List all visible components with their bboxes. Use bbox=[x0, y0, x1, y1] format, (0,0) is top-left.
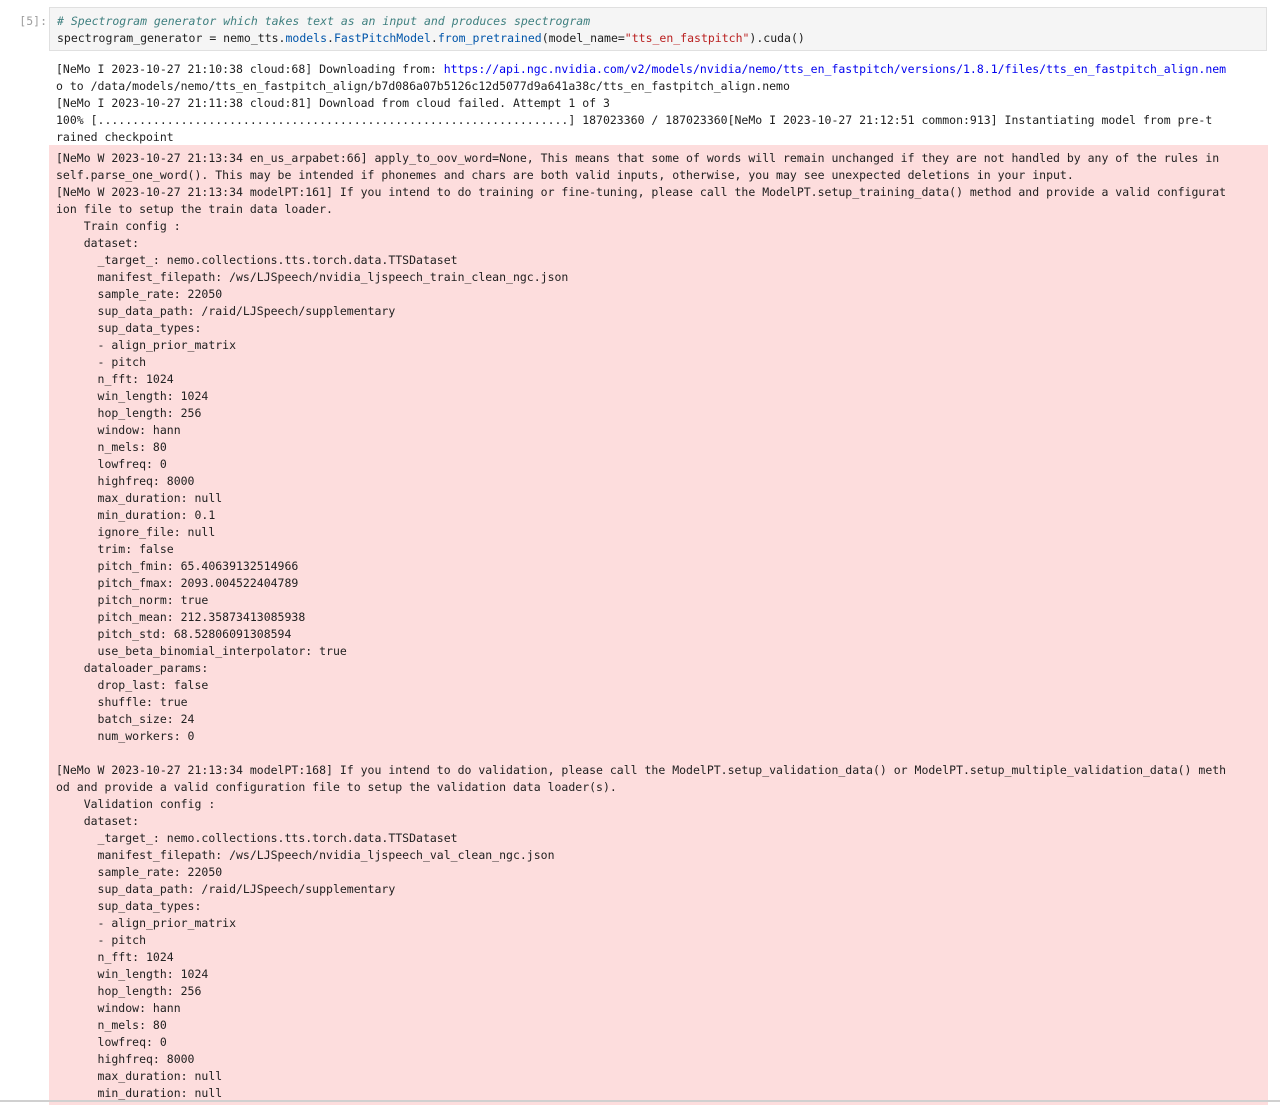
stderr-line: - pitch bbox=[56, 355, 147, 369]
stderr-line: trim: false bbox=[56, 542, 174, 556]
output-progress-line: 100% [....................................................................] 187023360 / 187023360[NeMo I 2023-10-27 21:12:51 common:913] Instantiating model from pre-t bbox=[56, 113, 1213, 127]
code-var: spectrogram_generator = nemo_tts. bbox=[57, 31, 286, 45]
stderr-line: n_fft: 1024 bbox=[56, 950, 174, 964]
stderr-line: min_duration: 0.1 bbox=[56, 508, 216, 522]
stderr-line: highfreq: 8000 bbox=[56, 474, 195, 488]
code-string: "tts_en_fastpitch" bbox=[624, 31, 750, 45]
stderr-line: n_mels: 80 bbox=[56, 440, 167, 454]
stderr-line: hop_length: 256 bbox=[56, 984, 202, 998]
stderr-line: sup_data_types: bbox=[56, 899, 202, 913]
stderr-line: manifest_filepath: /ws/LJSpeech/nvidia_ljspeech_val_clean_ngc.json bbox=[56, 848, 555, 862]
stderr-line: pitch_mean: 212.35873413085938 bbox=[56, 610, 306, 624]
stderr-line: use_beta_binomial_interpolator: true bbox=[56, 644, 347, 658]
code-comment: # Spectrogram generator which takes text as an input and produces spectrogram bbox=[57, 14, 591, 28]
download-url-link[interactable]: https://api.ngc.nvidia.com/v2/models/nvidia/nemo/tts_en_fastpitch/versions/1.8.1/files/tts_en_fastpitch_align.nem bbox=[443, 62, 1227, 76]
code-open: (model_name= bbox=[541, 31, 625, 45]
stderr-line: Validation config : bbox=[56, 797, 216, 811]
stderr-line: hop_length: 256 bbox=[56, 406, 202, 420]
cell-output-stdout bbox=[56, 61, 1268, 146]
stderr-line: num_workers: 0 bbox=[56, 729, 195, 743]
stderr-line: window: hann bbox=[56, 423, 181, 437]
stderr-line: sample_rate: 22050 bbox=[56, 865, 223, 879]
cell-output-stderr bbox=[49, 145, 1268, 1105]
stderr-line: sample_rate: 22050 bbox=[56, 287, 223, 301]
output-line: rained checkpoint bbox=[56, 130, 174, 144]
stderr-line: pitch_std: 68.52806091308594 bbox=[56, 627, 292, 641]
stderr-line: [NeMo W 2023-10-27 21:13:34 en_us_arpabet:66] apply_to_oov_word=None, This means that some of words will remain unchanged if they are not handled by any of the rules in bbox=[56, 151, 1220, 165]
stderr-line: dataset: bbox=[56, 236, 140, 250]
stderr-line: - align_prior_matrix bbox=[56, 338, 237, 352]
stderr-line: [NeMo W 2023-10-27 21:13:34 modelPT:161] If you intend to do training or fine-tuning, please call the ModelPT.setup_training_data() method and provide a valid configurat bbox=[56, 185, 1227, 199]
stderr-line: shuffle: true bbox=[56, 695, 188, 709]
stderr-line: batch_size: 24 bbox=[56, 712, 195, 726]
output-line: [NeMo I 2023-10-27 21:10:38 cloud:68] Downloading from: bbox=[56, 62, 444, 76]
output-line: o to /data/models/nemo/tts_en_fastpitch_align/b7d086a07b5126c12d5077d9a641a38c/tts_en_fastpitch_align.nemo bbox=[56, 79, 790, 93]
stderr-line: dataloader_params: bbox=[56, 661, 209, 675]
code-models: models bbox=[285, 31, 328, 45]
stderr-line: _target_: nemo.collections.tts.torch.data.TTSDataset bbox=[56, 253, 458, 267]
stderr-line: win_length: 1024 bbox=[56, 967, 209, 981]
stderr-line: pitch_fmin: 65.40639132514966 bbox=[56, 559, 299, 573]
stderr-line: self.parse_one_word(). This may be intended if phonemes and chars are both valid inputs, otherwise, you may see unexpected deletions in your input. bbox=[56, 168, 1074, 182]
stderr-line: _target_: nemo.collections.tts.torch.data.TTSDataset bbox=[56, 831, 458, 845]
stderr-line: max_duration: null bbox=[56, 1069, 223, 1083]
stderr-line: [NeMo W 2023-10-27 21:13:34 modelPT:168] If you intend to do validation, please call the ModelPT.setup_validation_data() or ModelPT.setup_multiple_validation_data() meth bbox=[56, 763, 1227, 777]
stderr-line: pitch_norm: true bbox=[56, 593, 209, 607]
output-line: [NeMo I 2023-10-27 21:11:38 cloud:81] Download from cloud failed. Attempt 1 of 3 bbox=[56, 96, 610, 110]
stderr-line: min_duration: null bbox=[56, 1086, 223, 1100]
code-method: from_pretrained bbox=[437, 31, 542, 45]
stderr-line: window: hann bbox=[56, 1001, 181, 1015]
code-class: FastPitchModel bbox=[333, 31, 431, 45]
stderr-line: sup_data_types: bbox=[56, 321, 202, 335]
stderr-line: - pitch bbox=[56, 933, 147, 947]
stderr-line: od and provide a valid configuration file to setup the validation data loader(s). bbox=[56, 780, 617, 794]
stderr-line: lowfreq: 0 bbox=[56, 457, 167, 471]
code-dot: . bbox=[327, 31, 334, 45]
code-close: ).cuda() bbox=[749, 31, 805, 45]
stderr-line: max_duration: null bbox=[56, 491, 223, 505]
stderr-line: pitch_fmax: 2093.004522404789 bbox=[56, 576, 299, 590]
stderr-line: n_fft: 1024 bbox=[56, 372, 174, 386]
stderr-line: lowfreq: 0 bbox=[56, 1035, 167, 1049]
stderr-line: - align_prior_matrix bbox=[56, 916, 237, 930]
stderr-text bbox=[56, 150, 1226, 1102]
execution-count-prompt: [5]: bbox=[19, 14, 47, 28]
stderr-line: sup_data_path: /raid/LJSpeech/supplementary bbox=[56, 882, 396, 896]
code-dot2: . bbox=[430, 31, 438, 45]
stderr-line: highfreq: 8000 bbox=[56, 1052, 195, 1066]
stderr-line: manifest_filepath: /ws/LJSpeech/nvidia_ljspeech_train_clean_ngc.json bbox=[56, 270, 569, 284]
code-input-area[interactable] bbox=[49, 7, 1267, 51]
stderr-line: Train config : bbox=[56, 219, 181, 233]
stderr-line: ignore_file: null bbox=[56, 525, 216, 539]
code-editor[interactable] bbox=[57, 13, 805, 47]
stderr-line: ion file to setup the train data loader. bbox=[56, 202, 333, 216]
stderr-line: win_length: 1024 bbox=[56, 389, 209, 403]
stderr-line: drop_last: false bbox=[56, 678, 209, 692]
stderr-line: n_mels: 80 bbox=[56, 1018, 167, 1032]
stderr-line: dataset: bbox=[56, 814, 140, 828]
stderr-line: sup_data_path: /raid/LJSpeech/supplementary bbox=[56, 304, 396, 318]
